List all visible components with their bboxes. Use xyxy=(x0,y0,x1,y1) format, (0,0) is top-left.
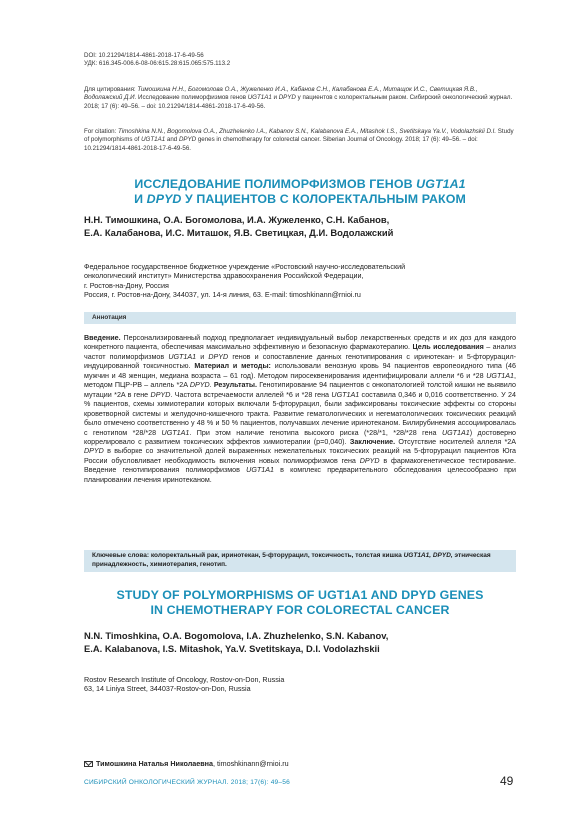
keywords xyxy=(92,552,510,569)
doi: DOI: 10.21294/1814-4861-2018-17-6-49-56 xyxy=(84,52,204,59)
citation-en-text: genes in chemotherapy for colorectal cancer. Siberian Journal of Oncology. 2018; 17 (6): 49–56. – doi: 10.21294/1814-4861-2018-17-6-49-56. xyxy=(84,136,478,152)
keywords-text: Ключевые слова: колоректальный рак, иринотекан, 5-фторурацил, токсичность, толстая кишка xyxy=(92,552,404,559)
citation-en-prefix: For citation: xyxy=(84,128,119,135)
citation-ru-text: у пациентов с колоректальным раком. Сибирский онкологический журнал. 2018; 17 (6): 49–56. – doi: 10.21294/1814-4861-2018-17-6-49-56. xyxy=(84,94,513,110)
affiliation-ru-line: онкологический институт» Министерства здравоохранения Российской Федерации, xyxy=(84,271,364,281)
title-ru-gene: DPYD xyxy=(146,192,182,206)
abstract-gene: DPYD xyxy=(84,447,104,456)
abstract-text: – анализ частот полиморфизмов xyxy=(84,343,516,361)
envelope-icon xyxy=(84,761,93,767)
keywords-box xyxy=(84,550,516,572)
abstract-gene: UGT1A1 xyxy=(246,466,274,475)
citation-ru-authors: Тимошкина Н.Н., Богомолова О.А., Жужеленко И.А., Кабанов С.Н., Калабанова Е.А., Митащок И.С., Светицкая Я.В., Водолажский Д.И. xyxy=(84,86,478,102)
abstract-text: использовали венозную кровь 94 пациентов европеоидного типа (46 мужчин и 48 женщин, медиана возраста – 61 год). Методом пиросеквенирования идентифицировали аллели *6 и *28 xyxy=(84,362,517,380)
citation-ru-text: и xyxy=(271,94,279,102)
abstract-heading: Цель исследования xyxy=(412,343,484,352)
abstract-text: . При этом наличие генотипа высокого риска (*28/*1, *28/*28 гена xyxy=(189,428,442,437)
corresponding-author xyxy=(84,759,289,768)
title-ru xyxy=(84,177,516,207)
citation-en-gene: DPYD xyxy=(178,136,197,144)
authors-en-line: E.A. Kalabanova, I.S. Mitashok, Ya.V. Svetitskaya, D.I. Vodolazhskii xyxy=(84,643,380,655)
abstract-text: Генотипирование 94 пациентов с онкопатологией толстой кишки не выявило мутации *2A в гене xyxy=(84,381,516,399)
affiliation-ru xyxy=(84,262,514,300)
citation-en-text: Study of polymorphisms of xyxy=(84,128,514,144)
abstract xyxy=(84,334,516,485)
citation-ru-gene: UGT1A1 xyxy=(247,94,272,102)
citation-ru-prefix: Для цитирования: xyxy=(84,86,138,93)
abstract-text: . xyxy=(209,381,214,390)
abstract-gene: DPYD xyxy=(189,381,210,390)
abstract-gene: UGT1A1 xyxy=(331,390,360,399)
authors-ru-line: Н.Н. Тимошкина, О.А. Богомолова, И.А. Жужеленко, С.Н. Кабанов, xyxy=(84,214,390,225)
abstract-text: в фармакогенетическое тестирование. Введение генотипирования полиморфизмов xyxy=(84,456,516,475)
abstract-gene: DPYD xyxy=(359,456,380,465)
keywords-genes: UGT1A1, DPYD, xyxy=(403,552,453,559)
authors-ru xyxy=(84,213,514,240)
corresponding-author-name: Тимошкина Наталья Николаевна xyxy=(96,759,214,768)
abstract-text: Отсутствие носителей аллеля *2A xyxy=(395,437,517,446)
abstract-text: , методом ПЦР-РВ – аллель *2A xyxy=(84,371,516,390)
citation-ru xyxy=(84,86,514,111)
citation-ru-text: Исследование полиморфизмов генов xyxy=(136,94,248,102)
abstract-text: Персонализированный подход предполагает индивидуальный выбор лекарственных средств и их доз для каждого конкретного пациента, обеспечивая максимально эффективную и безопасную фармакотерапию. xyxy=(84,334,516,352)
citation-en-text: and xyxy=(165,136,179,144)
abstract-heading: Материал и методы: xyxy=(194,362,271,371)
page-number: 49 xyxy=(500,774,514,788)
abstract-text: . Частота встречаемости аллелей *6 и *28 гена xyxy=(170,390,332,399)
doi-block xyxy=(84,52,514,69)
abstract-text: в комплекс предварительного обследования целесообразно при планировании лечения иринотеканом. xyxy=(84,466,517,484)
affiliation-en xyxy=(84,675,514,694)
citation-en-gene: UGT1A1 xyxy=(141,136,166,144)
abstract-gene: UGT1A1 xyxy=(486,371,515,380)
citation-en xyxy=(84,128,514,153)
abstract-gene: UGT1A1 xyxy=(441,428,470,437)
title-ru-text: У ПАЦИЕНТОВ С КОЛОРЕКТАЛЬНЫМ РАКОМ xyxy=(181,192,466,206)
affiliation-en-address: 63, 14 Liniya Street, 344037-Rostov-on-Don, Russia xyxy=(84,684,251,694)
abstract-text: и xyxy=(196,352,209,361)
citation-en-authors: Timoshkina N.N., Bogomolova O.A., Zhuzhelenko I.A., Kabanov S.N., Kalabanova E.A., Mitashok I.S., Svetitskaya Ya.V., Vodolazhskii D.I. xyxy=(118,128,497,135)
citation-ru-gene: DPYD xyxy=(278,94,296,102)
abstract-text: в выборке со значительной долей выраженных нежелательных токсических реакций на 5-фторурацил пациентов Юга России обусловливает необходимость включения новых полиморфизмов гена xyxy=(84,447,516,465)
title-ru-gene: UGT1A1 xyxy=(416,177,466,191)
corresponding-author-email[interactable]: , timoshkinann@rnioi.ru xyxy=(213,759,289,768)
abstract-text: ) достоверно коррелировало с развитием токсических эффектов химиотерапии (р=0,040). xyxy=(84,428,516,446)
abstract-text: генов и сопоставление данных генотипирования с иринотекан- и 5-фторурацил-индуцированной токсичностью. xyxy=(84,352,516,371)
title-en-line: IN CHEMOTHERAPY FOR COLORECTAL CANCER xyxy=(150,603,450,617)
title-ru-text: И xyxy=(134,192,147,206)
keywords-text: этническая принадлежность, химиотерапия, генотип. xyxy=(92,552,491,568)
title-ru-text: ИССЛЕДОВАНИЕ ПОЛИМОРФИЗМОВ ГЕНОВ xyxy=(134,177,417,191)
authors-ru-line: Е.А. Калабанова, И.С. Миташок, Я.В. Светицкая, Д.И. Водолажский xyxy=(84,227,394,239)
authors-en-line: N.N. Timoshkina, O.A. Bogomolova, I.A. Zhuzhelenko, S.N. Kabanov, xyxy=(84,630,389,641)
abstract-heading: Введение. xyxy=(84,334,121,342)
affiliation-ru-line: Федеральное государственное бюджетное учреждение «Ростовский научно-исследовательский xyxy=(84,262,406,271)
abstract-gene: UGT1A1 xyxy=(161,428,190,437)
abstract-heading: Заключение. xyxy=(349,437,396,446)
affiliation-ru-address: Россия, г. Ростов-на-Дону, 344037, ул. 14-я линия, 63. E-mail: timoshkinann@rnioi.ru xyxy=(84,290,361,300)
journal-footer: СИБИРСКИЙ ОНКОЛОГИЧЕСКИЙ ЖУРНАЛ. 2018; 17(6): 49–56 xyxy=(84,779,291,786)
authors-en xyxy=(84,629,514,656)
title-en xyxy=(84,588,516,618)
abstract-heading: Результаты. xyxy=(213,381,257,390)
abstract-text: составила 0,346 и 0,016 соответственно. У 24 % пациентов, схемы химиотерапии которых включали 5-фторурацил, были зафиксированы токсические эффекты со стороны кроветворной системы и желудочно-кишечного тракта. Развитие гематологических и негематологических токсических реакций было отмечено соответственно у 48 % и 50 % пациентов, получавших лечение иринотеканом. Билирубинемия ассоциировалась с генотипом *28/*28 xyxy=(84,390,516,437)
affiliation-ru-line: г. Ростов-на-Дону, Россия xyxy=(84,280,169,290)
abstract-gene: DPYD xyxy=(208,352,229,361)
title-en-line: STUDY OF POLYMORPHISMS OF UGT1A1 AND DPYD GENES xyxy=(116,588,484,602)
annotation-header xyxy=(84,312,516,324)
udk: УДК: 616.345-006.6-08-06:615.28:615.065:575.113.2 xyxy=(84,60,231,68)
annotation-label: Аннотация xyxy=(92,314,127,321)
affiliation-en-line: Rostov Research Institute of Oncology, Rostov-on-Don, Russia xyxy=(84,675,285,684)
abstract-gene: DPYD xyxy=(150,390,171,399)
abstract-gene: UGT1A1 xyxy=(168,352,197,361)
